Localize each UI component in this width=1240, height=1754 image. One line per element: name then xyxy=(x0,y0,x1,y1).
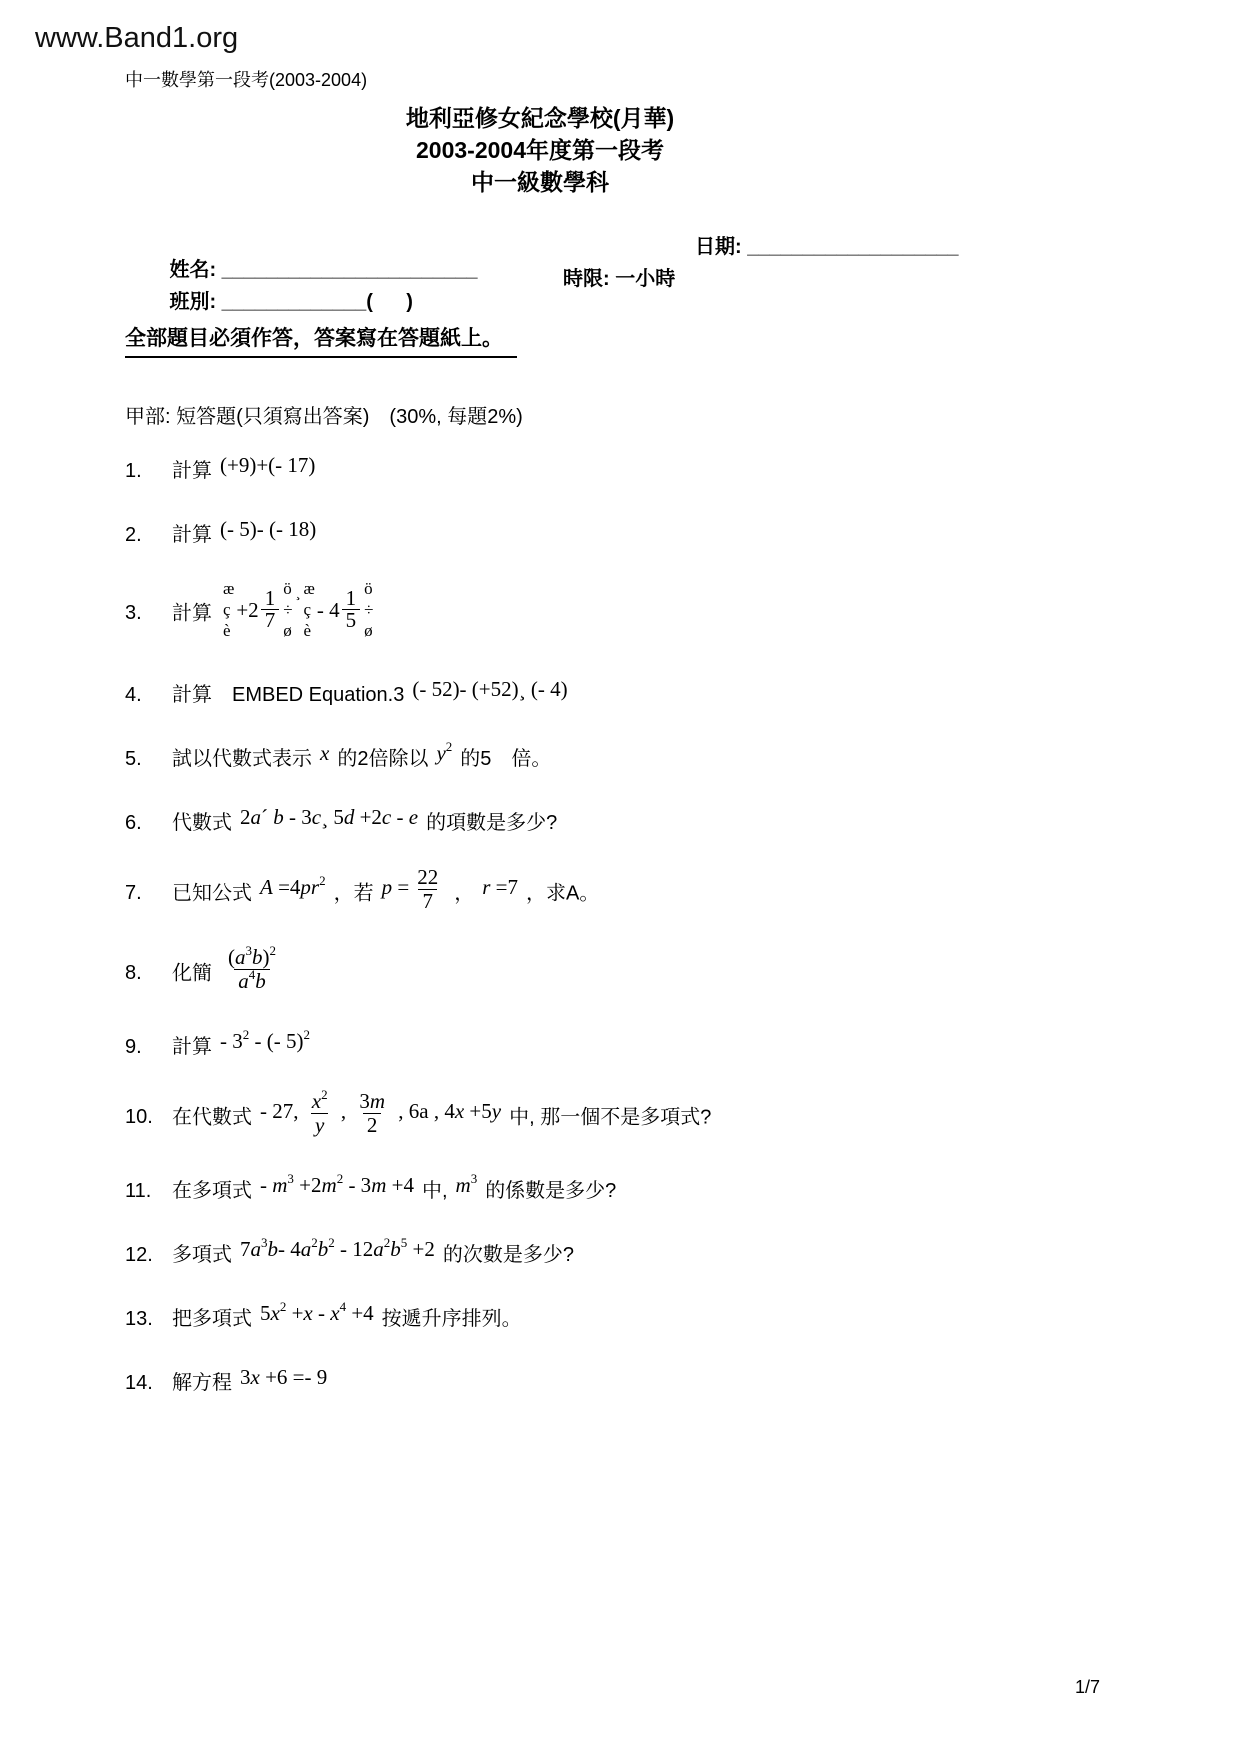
math-text: - 3 xyxy=(343,1173,372,1197)
math-text: 3 xyxy=(240,1365,251,1389)
instruction-wrap xyxy=(125,322,1100,358)
math-fraction xyxy=(342,588,361,631)
question-body xyxy=(172,679,576,710)
time-limit-label: 時限: 一小時 xyxy=(563,268,676,290)
math-expression xyxy=(240,805,418,829)
math-text: =4 xyxy=(272,875,301,900)
question-text: ， xyxy=(454,882,475,905)
math-variable: y xyxy=(315,1113,325,1137)
math-superscript: 2 xyxy=(319,873,326,889)
math-text: - xyxy=(312,1301,331,1325)
question-text: 在代數式 xyxy=(172,1106,252,1129)
math-text: - xyxy=(391,805,409,829)
question-item xyxy=(125,1299,1100,1334)
math-variable: a xyxy=(250,1237,261,1261)
math-variable: p xyxy=(300,875,311,900)
math-superscript: 2 xyxy=(311,1235,318,1250)
math-superscript: 5 xyxy=(400,1235,408,1250)
math-variable: x xyxy=(250,1365,260,1389)
date-label: 日期: xyxy=(695,236,748,258)
math-variable: x xyxy=(454,1099,465,1124)
date-field xyxy=(695,230,959,259)
section-a-heading: 甲部: 短答題(只須寫出答案) (30%, 每題2%) xyxy=(125,406,523,428)
math-variable: x xyxy=(311,1089,322,1113)
question-item xyxy=(125,943,1100,998)
bracket-group xyxy=(223,578,293,641)
math-text: =7 xyxy=(490,875,518,900)
math-variable: m xyxy=(455,1173,471,1197)
date-blank-line: ___________________ xyxy=(747,236,959,258)
question-item xyxy=(125,679,1100,710)
math-expression xyxy=(412,677,567,701)
question-body xyxy=(172,455,323,486)
name-label: 姓名: xyxy=(169,259,222,281)
page-number: 1/7 xyxy=(1074,1677,1100,1697)
math-text: + xyxy=(286,1301,304,1325)
question-number: 9. xyxy=(125,1036,142,1058)
fraction-denominator: 7 xyxy=(261,609,280,631)
question-body xyxy=(172,1087,712,1142)
question-item xyxy=(125,807,1100,838)
math-text: ) xyxy=(262,945,270,969)
math-variable: c xyxy=(381,805,392,829)
math-text: - 4 xyxy=(316,597,340,622)
fraction-denominator: 5 xyxy=(342,609,361,631)
question-text: 中, 那一個不是多項式? xyxy=(509,1106,712,1129)
math-text: ´ xyxy=(261,805,274,829)
math-text: - 4 xyxy=(278,1237,301,1261)
math-text: , 6a , 4 xyxy=(393,1099,455,1124)
exam-session: 2003-2004年度第一段考 xyxy=(416,137,664,163)
right-bracket-chars xyxy=(283,578,292,641)
math-variable: y xyxy=(436,741,446,765)
school-name: 地利亞修女紀念學校(月華) xyxy=(405,105,675,131)
question-body xyxy=(172,943,292,998)
question-body xyxy=(172,1367,335,1398)
math-expression xyxy=(260,1087,502,1137)
question-text: 計算 xyxy=(172,460,212,482)
math-expression xyxy=(260,875,326,899)
bracket-char: ö xyxy=(283,579,292,598)
math-superscript: 3 xyxy=(287,1171,294,1186)
math-variable: p xyxy=(381,875,393,900)
math-variable: m xyxy=(272,1173,288,1197)
math-variable: x xyxy=(320,741,330,765)
math-expression xyxy=(220,579,376,640)
bracket-char: ç xyxy=(303,600,312,619)
fraction-denominator xyxy=(234,969,270,993)
math-variable: x xyxy=(330,1301,340,1325)
bracket-char: ö xyxy=(364,579,373,598)
math-text: +6 =- 9 xyxy=(259,1365,328,1389)
question-text: 試以代數式表示 xyxy=(172,748,312,770)
math-variable: a xyxy=(250,805,261,829)
math-fraction xyxy=(308,1087,332,1137)
math-text: 7 xyxy=(240,1237,251,1261)
candidate-form xyxy=(125,230,1100,313)
math-variable: r xyxy=(310,875,320,900)
question-body xyxy=(172,1235,574,1270)
bracket-group xyxy=(304,578,374,641)
math-superscript: 3 xyxy=(261,1235,268,1250)
header-note: 中一數學第一段考(2003-2004) xyxy=(125,70,368,90)
form-row-class-time xyxy=(125,262,1100,313)
math-expression xyxy=(220,453,315,477)
math-text: 2 xyxy=(240,805,251,829)
question-item xyxy=(125,1087,1100,1142)
math-symbol: ¸ xyxy=(295,585,301,602)
question-text: 的5 倍。 xyxy=(460,748,552,770)
math-text: (- 52)- (+52)¸ (- 4) xyxy=(412,677,568,701)
math-expression xyxy=(456,1173,478,1197)
question-number: 14. xyxy=(125,1372,153,1394)
math-text: - 12 xyxy=(334,1237,374,1261)
math-text: - 27 xyxy=(260,1099,294,1124)
question-item xyxy=(125,865,1100,918)
math-expression xyxy=(240,1365,327,1389)
question-body xyxy=(172,739,552,774)
question-number: 4. xyxy=(125,684,142,706)
math-text: (+9)+(- 17) xyxy=(220,453,316,477)
left-bracket-chars xyxy=(223,578,234,641)
question-text: 的2倍除以 xyxy=(337,748,429,770)
question-number: 10. xyxy=(125,1106,153,1129)
class-label: 班別: xyxy=(169,291,222,313)
question-item xyxy=(125,1171,1100,1206)
math-expression xyxy=(381,865,447,913)
bracket-char: ø xyxy=(364,621,373,640)
class-blank-line: _____________( ) xyxy=(221,291,413,313)
math-expression xyxy=(260,1173,414,1197)
fraction-numerator xyxy=(308,1087,332,1113)
question-body xyxy=(172,579,384,646)
fraction-numerator: 1 xyxy=(345,586,357,610)
bracket-char: è xyxy=(223,621,231,640)
math-fraction xyxy=(261,588,280,631)
math-superscript: 2 xyxy=(242,1027,250,1042)
math-text: (- 5)- (- 18) xyxy=(220,517,317,541)
bracket-content xyxy=(236,588,281,631)
math-text: = xyxy=(392,875,410,900)
question-number: 13. xyxy=(125,1308,153,1330)
math-variable: d xyxy=(343,805,355,829)
math-expression xyxy=(320,741,329,765)
question-text: 把多項式 xyxy=(172,1308,252,1330)
fraction-numerator xyxy=(413,866,442,889)
math-text: ( xyxy=(228,945,235,969)
math-text: +2 xyxy=(236,597,259,622)
math-expression xyxy=(482,875,518,899)
bracket-char: æ xyxy=(223,579,235,598)
math-text: - 3 xyxy=(283,805,312,829)
math-text: , xyxy=(335,1099,352,1124)
document-content xyxy=(125,66,1100,1431)
math-expression xyxy=(220,943,284,993)
math-variable: e xyxy=(408,805,419,829)
question-text: 解方程 xyxy=(172,1372,232,1394)
question-list xyxy=(125,455,1100,1398)
math-variable: m xyxy=(371,1173,387,1197)
question-text: 計算 xyxy=(172,684,232,706)
math-variable: A xyxy=(260,875,273,900)
math-variable: x xyxy=(270,1301,280,1325)
math-variable: m xyxy=(321,1173,337,1197)
question-number: 6. xyxy=(125,812,142,834)
math-text: - (- 5) xyxy=(249,1029,304,1053)
math-text: , xyxy=(293,1099,304,1124)
question-text: ，求A。 xyxy=(525,882,600,905)
math-variable: y xyxy=(491,1099,502,1124)
question-body xyxy=(172,865,600,918)
right-bracket-chars xyxy=(364,578,373,641)
math-text: ¸ 5 xyxy=(321,805,344,829)
math-fraction xyxy=(224,943,280,993)
bracket-char: ÷ xyxy=(364,600,374,619)
math-text: 22 xyxy=(417,865,439,889)
question-number: 3. xyxy=(125,602,142,625)
math-superscript: 2 xyxy=(328,1235,335,1250)
question-text: 計算 xyxy=(172,524,212,546)
fraction-numerator xyxy=(355,1090,389,1113)
question-body xyxy=(172,1171,617,1206)
question-number: 1. xyxy=(125,460,142,482)
math-variable: b xyxy=(267,1237,278,1261)
math-text: +4 xyxy=(346,1301,374,1325)
exam-instruction: 全部題目必須作答，答案寫在答題紙上。 xyxy=(125,322,517,358)
question-number: 5. xyxy=(125,748,142,770)
question-text: 按遞升序排列。 xyxy=(381,1308,522,1330)
bracket-char: ÷ xyxy=(283,600,293,619)
question-item xyxy=(125,579,1100,646)
name-blank-line: _______________________ xyxy=(221,259,478,281)
question-item xyxy=(125,1027,1100,1062)
question-item xyxy=(125,739,1100,774)
fraction-denominator xyxy=(311,1113,328,1137)
question-text: 在多項式 xyxy=(172,1180,252,1202)
math-variable: a xyxy=(300,1237,312,1261)
question-number: 7. xyxy=(125,882,142,905)
question-item xyxy=(125,455,1100,486)
bracket-char: ç xyxy=(223,600,231,619)
subject-title: 中一級數學科 xyxy=(471,169,609,195)
math-text: 3 xyxy=(359,1089,370,1113)
question-text: 的係數是多少? xyxy=(485,1180,617,1202)
math-variable: a xyxy=(238,969,249,993)
question-text: 已知公式 xyxy=(172,882,252,905)
question-text: 計算 xyxy=(172,602,212,625)
math-expression xyxy=(436,741,452,765)
math-variable: r xyxy=(482,875,491,900)
math-variable: a xyxy=(373,1237,384,1261)
left-bracket-chars xyxy=(304,578,315,641)
math-variable: b xyxy=(255,969,266,993)
question-text: ，若 xyxy=(333,882,374,905)
question-number: 2. xyxy=(125,524,142,546)
site-watermark: www.Band1.org xyxy=(35,22,239,54)
fraction-denominator xyxy=(418,889,437,913)
question-body xyxy=(172,1027,318,1062)
math-expression xyxy=(220,517,316,541)
math-text: 2 xyxy=(366,1113,378,1137)
math-superscript: 2 xyxy=(279,1299,287,1314)
math-superscript: 3 xyxy=(245,943,252,958)
math-text: +2 xyxy=(354,805,382,829)
title-block xyxy=(125,102,955,198)
question-item xyxy=(125,519,1100,550)
math-expression xyxy=(220,1029,310,1053)
math-variable: b xyxy=(252,945,263,969)
math-superscript: 4 xyxy=(339,1299,347,1314)
question-text: 化簡 xyxy=(172,962,212,985)
math-text: +4 xyxy=(386,1173,414,1197)
math-superscript: 3 xyxy=(470,1171,478,1186)
bracket-char: æ xyxy=(303,579,315,598)
math-variable: c xyxy=(311,805,322,829)
question-text: 的項數是多少? xyxy=(426,812,558,834)
math-superscript: 2 xyxy=(383,1235,391,1250)
math-text: +2 xyxy=(407,1237,435,1261)
math-variable: b xyxy=(390,1237,401,1261)
fraction-numerator: 1 xyxy=(264,586,276,610)
question-item xyxy=(125,1367,1100,1398)
math-variable: b xyxy=(273,805,284,829)
math-superscript: 2 xyxy=(321,1087,328,1102)
math-variable: b xyxy=(317,1237,329,1261)
question-number: 12. xyxy=(125,1244,153,1266)
fraction-numerator xyxy=(224,943,280,969)
math-superscript: 2 xyxy=(269,943,276,958)
math-fraction xyxy=(413,866,442,913)
question-number: 8. xyxy=(125,962,142,985)
question-text: 計算 xyxy=(172,1036,212,1058)
fraction-denominator xyxy=(363,1113,382,1137)
bracket-content xyxy=(317,588,362,631)
math-variable: x xyxy=(303,1301,313,1325)
question-text: 的次數是多少? xyxy=(442,1244,574,1266)
math-text: - xyxy=(260,1173,273,1197)
question-text: 中, xyxy=(421,1180,448,1202)
math-text: 5 xyxy=(260,1301,271,1325)
math-fraction xyxy=(355,1090,389,1137)
math-text: 7 xyxy=(422,889,433,913)
bracket-char: ø xyxy=(283,621,292,640)
question-body xyxy=(172,1299,522,1334)
math-expression xyxy=(260,1301,374,1325)
question-text: EMBED Equation.3 xyxy=(232,684,405,706)
math-superscript: 2 xyxy=(336,1171,344,1186)
question-body xyxy=(172,519,324,550)
math-text: +5 xyxy=(464,1099,492,1124)
math-text: - 3 xyxy=(220,1029,243,1053)
bracket-char: è xyxy=(303,621,312,640)
math-superscript: 2 xyxy=(303,1027,310,1042)
math-superscript: 2 xyxy=(445,739,453,754)
question-number: 11. xyxy=(125,1180,152,1202)
question-item xyxy=(125,1235,1100,1270)
question-text: 多項式 xyxy=(172,1244,232,1266)
question-body xyxy=(172,807,557,838)
math-variable: m xyxy=(369,1089,385,1113)
math-superscript: 4 xyxy=(248,967,256,982)
math-expression xyxy=(240,1237,435,1261)
math-text: +2 xyxy=(293,1173,322,1197)
math-variable: a xyxy=(235,945,246,969)
question-text: 代數式 xyxy=(172,812,232,834)
